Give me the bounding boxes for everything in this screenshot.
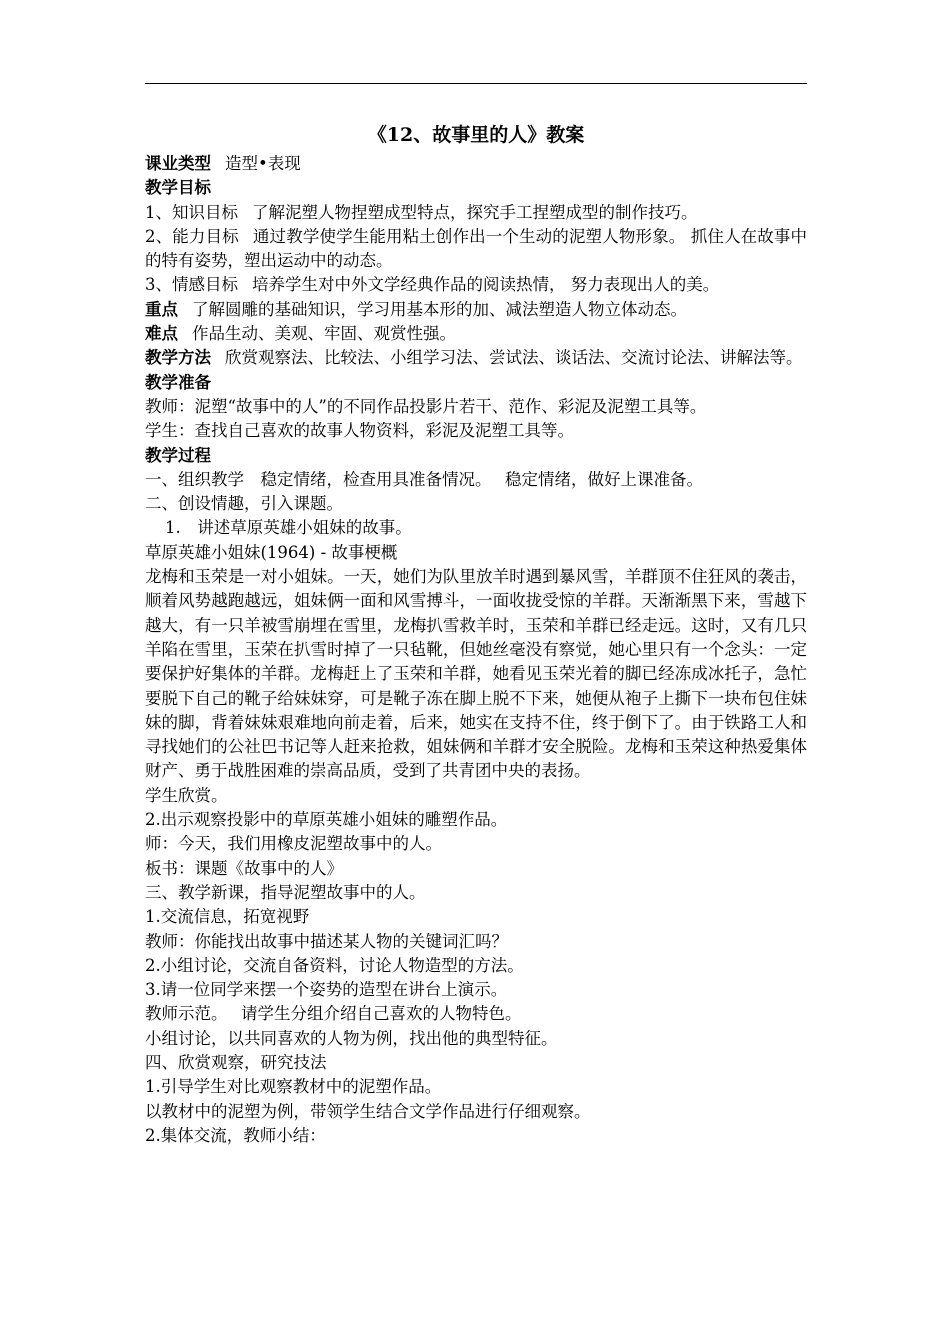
preparation-heading: 教学准备 <box>145 372 211 392</box>
text-line: 2.集体交流，教师小结： <box>145 1125 326 1145</box>
process-step-1: 一、组织教学 稳定情绪，检查用具准备情况。 稳定情绪，做好上课准备。 <box>145 469 703 489</box>
objective-3 <box>145 273 807 297</box>
key-point-text: 了解圆雕的基础知识，学习用基本形的加、减法塑造人物立体动态。 <box>192 299 687 319</box>
text-line: 教师：你能找出故事中描述某人物的关键词汇吗？ <box>145 931 508 951</box>
objective-text: 了解泥塑人物捏塑成型特点，探究手工捏塑成型的制作技巧。 <box>252 202 698 222</box>
text-line: 师：今天，我们用橡皮泥塑故事中的人。 <box>145 834 442 854</box>
text-line: 3.请一位同学来摆一个姿势的造型在讲台上演示。 <box>145 980 508 1000</box>
key-point-label: 重点 <box>145 299 178 319</box>
text-line: 2.小组讨论，交流自备资料，讨论人物造型的方法。 <box>145 955 524 975</box>
objective-1 <box>145 201 807 225</box>
preparation-student: 学生：查找自己喜欢的故事人物资料，彩泥及泥塑工具等。 <box>145 421 574 441</box>
difficulty-line <box>145 322 807 346</box>
story-paragraph: 龙梅和玉荣是一对小姐妹。一天，她们为队里放羊时遇到暴风雪，羊群顶不住狂风的袭击，顺着风势越跑越远，姐妹俩一面和风雪搏斗，一面收拢受惊的羊群。天渐渐黑下来，雪越下越大，有一只羊被雪崩埋在雪里，龙梅扒雪救羊时，玉荣和羊群已经走远。这时，又有几只羊陷在雪里，玉荣在扒雪时掉了一只毡靴，但她丝毫没有察觉，她心里只有一个念头：一定要保护好集体的羊群。龙梅赶上了玉荣和羊群，她看见玉荣光着的脚已经冻成冰托子，急忙要脱下自己的靴子给妹妹穿，可是靴子冻在脚上脱不下来，她便从袍子上撕下一块布包住妹妹的脚，背着妹妹艰难地向前走着，后来，她实在支持不住，终于倒下了。由于铁路工人和寻找她们的公社巴书记等人赶来抢救，姐妹俩和羊群才安全脱险。龙梅和玉荣这种热爱集体财产、勇于战胜困难的崇高品质，受到了共青团中央的表扬。 <box>145 567 807 781</box>
text-line: 以教材中的泥塑为例，带领学生结合文学作品进行仔细观察。 <box>145 1101 591 1121</box>
text-line: 教师示范。 请学生分组介绍自己喜欢的人物特色。 <box>145 1004 522 1024</box>
text-line: 板书：课题《故事中的人》 <box>145 858 343 878</box>
process-step-2: 二、创设情趣，引入课题。 <box>145 494 343 514</box>
text-line: 学生欣赏。 <box>145 785 228 805</box>
objective-2 <box>145 225 807 274</box>
course-type-value: 造型•表现 <box>225 154 301 173</box>
document-title: 《12、故事里的人》教案 <box>367 124 585 146</box>
preparation-teacher: 教师：泥塑“故事中的人”的不同作品投影片若干、范作、彩泥及泥塑工具等。 <box>145 396 707 416</box>
objective-label: 3、情感目标 <box>145 275 238 295</box>
objective-label: 2、能力目标 <box>145 226 239 246</box>
methods-label: 教学方法 <box>145 348 211 368</box>
difficulty-label: 难点 <box>145 324 178 344</box>
document-body <box>145 118 807 1148</box>
text-line: 四、欣赏观察，研究技法 <box>145 1052 327 1072</box>
objectives-heading: 教学目标 <box>145 178 211 198</box>
course-type-label: 课业类型 <box>145 154 211 173</box>
text-line: 1.引导学生对比观察教材中的泥塑作品。 <box>145 1077 442 1097</box>
methods-text: 欣赏观察法、比较法、小组学习法、尝试法、谈话法、交流讨论法、讲解法等。 <box>225 348 803 368</box>
difficulty-text: 作品生动、美观、牢固、观赏性强。 <box>192 324 456 344</box>
text-line: 1.交流信息，拓宽视野 <box>145 907 310 927</box>
key-point-line <box>145 298 807 322</box>
objective-text: 培养学生对中外文学经典作品的阅读热情， 努力表现出人的美。 <box>252 275 720 295</box>
process-substep: 1. 讲述草原英雄小姐妹的故事。 <box>165 518 412 538</box>
header-rule <box>145 83 807 84</box>
text-line: 小组讨论，以共同喜欢的人物为例，找出他的典型特征。 <box>145 1028 558 1048</box>
objective-label: 1、知识目标 <box>145 202 238 222</box>
process-heading: 教学过程 <box>145 445 211 465</box>
text-line: 三、教学新课，指导泥塑故事中的人。 <box>145 882 426 902</box>
course-type-line <box>145 152 807 176</box>
story-title: 草原英雄小姐妹(1964) - 故事梗概 <box>145 542 398 562</box>
objective-text: 通过教学使学生能用粘土创作出一个生动的泥塑人物形象。 抓住人在故事中的特有姿势，塑出运动中的动态。 <box>145 226 808 271</box>
methods-line <box>145 346 807 370</box>
text-line: 2.出示观察投影中的草原英雄小姐妹的雕塑作品。 <box>145 810 508 830</box>
